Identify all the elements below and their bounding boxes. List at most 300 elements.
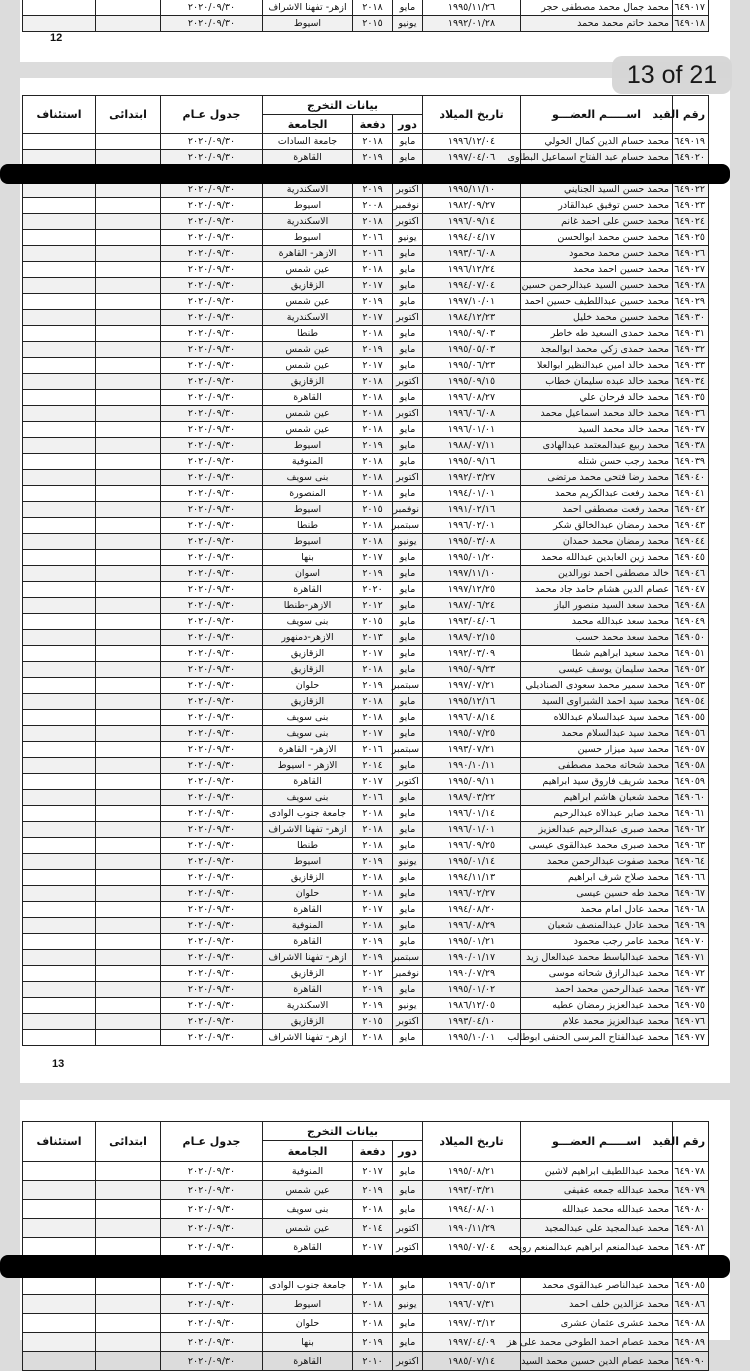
session: نوفمبر — [393, 502, 423, 518]
session: مايو — [393, 486, 423, 502]
class-year: ٢٠١٨ — [353, 1200, 393, 1219]
member-id: ٦٤٩٠٦٣ — [673, 838, 709, 854]
member-id: ٦٤٩٠١٨ — [673, 16, 709, 32]
university: عين شمس — [263, 294, 353, 310]
university: الزقازيق — [263, 694, 353, 710]
appeal-cell — [23, 886, 96, 902]
member-name: محمد سيد عبدالسلام عبداللاه — [521, 710, 673, 726]
member-id: ٦٤٩٠٣٢ — [673, 342, 709, 358]
header-university: الجامعة — [263, 1141, 353, 1162]
primary-cell — [96, 694, 161, 710]
general-list-date: ٢٠٢٠/٠٩/٣٠ — [161, 550, 263, 566]
general-list-date: ٢٠٢٠/٠٩/٣٠ — [161, 262, 263, 278]
appeal-cell — [23, 614, 96, 630]
birth-date: ١٩٩٤/٠٨/٢٠ — [423, 902, 521, 918]
member-name: محمد عادل امام محمد — [521, 902, 673, 918]
appeal-cell — [23, 1238, 96, 1257]
primary-cell — [96, 486, 161, 502]
member-name: محمد عبداللطيف ابراهيم لاشين — [521, 1162, 673, 1181]
general-list-date: ٢٠٢٠/٠٩/٣٠ — [161, 646, 263, 662]
member-name: محمد صابر عبدالاه عبدالرحيم — [521, 806, 673, 822]
birth-date: ١٩٩٦/٠٢/٠١ — [423, 518, 521, 534]
university: جامعة السادات — [263, 134, 353, 150]
general-list-date: ٢٠٢٠/٠٩/٣٠ — [161, 1333, 263, 1352]
university: اسيوط — [263, 230, 353, 246]
member-id: ٦٤٩٠٥٣ — [673, 678, 709, 694]
member-name: محمد حسن محمد محمود — [521, 246, 673, 262]
primary-cell — [96, 854, 161, 870]
appeal-cell — [23, 902, 96, 918]
primary-cell — [96, 422, 161, 438]
general-list-date: ٢٠٢٠/٠٩/٣٠ — [161, 662, 263, 678]
appeal-cell — [23, 486, 96, 502]
table-row — [23, 950, 709, 966]
appeal-cell — [23, 1276, 96, 1295]
member-name: محمد حسن على احمد غانم — [521, 214, 673, 230]
member-name: محمد رفعت مصطفى احمد — [521, 502, 673, 518]
general-list-date: ٢٠٢٠/٠٩/٣٠ — [161, 1352, 263, 1371]
birth-date: ١٩٩٠/٠٧/٢٩ — [423, 966, 521, 982]
general-list-date: ٢٠٢٠/٠٩/٣٠ — [161, 246, 263, 262]
member-id: ٦٤٩٠٧٣ — [673, 982, 709, 998]
member-id: ٦٤٩٠٧٥ — [673, 998, 709, 1014]
member-id: ٦٤٩٠٤٨ — [673, 598, 709, 614]
member-id: ٦٤٩٠٥٥ — [673, 710, 709, 726]
university: القاهرة — [263, 582, 353, 598]
primary-cell — [96, 566, 161, 582]
member-name: محمد حسن محمد ابوالحسن — [521, 230, 673, 246]
primary-cell — [96, 1314, 161, 1333]
session: مايو — [393, 934, 423, 950]
table-row — [23, 134, 709, 150]
general-list-date: ٢٠٢٠/٠٩/٣٠ — [161, 390, 263, 406]
primary-cell — [96, 342, 161, 358]
session: مايو — [393, 886, 423, 902]
session: سبتمبر — [393, 950, 423, 966]
member-id: ٦٤٩٠٥١ — [673, 646, 709, 662]
primary-cell — [96, 1014, 161, 1030]
general-list-date: ٢٠٢٠/٠٩/٣٠ — [161, 182, 263, 198]
table-row — [23, 454, 709, 470]
redaction-mark — [0, 164, 730, 184]
member-name: محمد ربيع عبدالمعتمد عبدالهادى — [521, 438, 673, 454]
appeal-cell — [23, 566, 96, 582]
university: القاهرة — [263, 390, 353, 406]
class-year: ٢٠١٨ — [353, 518, 393, 534]
university: اسيوط — [263, 198, 353, 214]
member-name: محمد سعد عبدالله محمد — [521, 614, 673, 630]
general-list-date: ٢٠٢٠/٠٩/٣٠ — [161, 422, 263, 438]
birth-date: ١٩٩٢/٠٣/٢٧ — [423, 470, 521, 486]
general-list-date: ٢٠٢٠/٠٩/٣٠ — [161, 694, 263, 710]
member-id: ٦٤٩٠٤٩ — [673, 614, 709, 630]
table-row — [23, 326, 709, 342]
university: بنى سويف — [263, 710, 353, 726]
member-name: محمد حاتم محمد محمد — [521, 16, 673, 32]
session: مايو — [393, 1333, 423, 1352]
class-year: ٢٠١٦ — [353, 246, 393, 262]
birth-date: ١٩٩٥/٠٧/٠٤ — [423, 1238, 521, 1257]
class-year: ٢٠١٣ — [353, 630, 393, 646]
general-list-date: ٢٠٢٠/٠٩/٣٠ — [161, 806, 263, 822]
general-list-date: ٢٠٢٠/٠٩/٣٠ — [161, 902, 263, 918]
table-row — [23, 1200, 709, 1219]
appeal-cell — [23, 1219, 96, 1238]
general-list-date: ٢٠٢٠/٠٩/٣٠ — [161, 310, 263, 326]
general-list-date: ٢٠٢٠/٠٩/٣٠ — [161, 358, 263, 374]
appeal-cell — [23, 710, 96, 726]
member-name: محمد رفعت عبدالكريم محمد — [521, 486, 673, 502]
birth-date: ١٩٩٥/٠٣/٠٨ — [423, 534, 521, 550]
university: المنوفية — [263, 1162, 353, 1181]
primary-cell — [96, 662, 161, 678]
session: مايو — [393, 294, 423, 310]
members-table — [22, 0, 709, 32]
birth-date: ١٩٩٥/٠٨/٢١ — [423, 1162, 521, 1181]
birth-date: ١٩٩٧/١١/١٠ — [423, 566, 521, 582]
table-row — [23, 614, 709, 630]
member-name: محمد عبدالباسط محمد عبدالعال زيد — [521, 950, 673, 966]
member-name: محمد حسن توفيق عبدالقادر — [521, 198, 673, 214]
table-row — [23, 1219, 709, 1238]
session: اكتوبر — [393, 1238, 423, 1257]
table-row — [23, 838, 709, 854]
birth-date: ١٩٩٤/١١/١٣ — [423, 870, 521, 886]
table-row — [23, 998, 709, 1014]
primary-cell — [96, 966, 161, 982]
class-year: ٢٠١٧ — [353, 774, 393, 790]
university: عين شمس — [263, 358, 353, 374]
appeal-cell — [23, 854, 96, 870]
birth-date: ١٩٩٥/١١/١٠ — [423, 182, 521, 198]
primary-cell — [96, 934, 161, 950]
table-row — [23, 742, 709, 758]
member-id: ٦٤٩٠٦٨ — [673, 902, 709, 918]
general-list-date: ٢٠٢٠/٠٩/٣٠ — [161, 150, 263, 166]
university: بنها — [263, 1333, 353, 1352]
table-row — [23, 16, 709, 32]
appeal-cell — [23, 726, 96, 742]
session: سبتمبر — [393, 742, 423, 758]
class-year: ٢٠١٩ — [353, 294, 393, 310]
member-id: ٦٤٩٠٢٩ — [673, 294, 709, 310]
session: مايو — [393, 1314, 423, 1333]
class-year: ٢٠١٥ — [353, 1014, 393, 1030]
session: مايو — [393, 758, 423, 774]
general-list-date: ٢٠٢٠/٠٩/٣٠ — [161, 502, 263, 518]
birth-date: ١٩٨٦/١٢/٠٥ — [423, 998, 521, 1014]
birth-date: ١٩٩٧/١٢/٢٥ — [423, 582, 521, 598]
table-row — [23, 422, 709, 438]
primary-cell — [96, 630, 161, 646]
university: الزقازيق — [263, 662, 353, 678]
class-year: ٢٠١٨ — [353, 710, 393, 726]
member-name: محمد حسين احمد محمد — [521, 262, 673, 278]
member-id: ٦٤٩٠٣٨ — [673, 438, 709, 454]
class-year: ٢٠١٧ — [353, 310, 393, 326]
session: مايو — [393, 630, 423, 646]
class-year: ٢٠١٧ — [353, 550, 393, 566]
appeal-cell — [23, 662, 96, 678]
member-id: ٦٤٩٠٨٠ — [673, 1200, 709, 1219]
primary-cell — [96, 774, 161, 790]
birth-date: ١٩٩٦/١٢/٠٤ — [423, 134, 521, 150]
university: القاهرة — [263, 902, 353, 918]
general-list-date: ٢٠٢٠/٠٩/٣٠ — [161, 294, 263, 310]
class-year: ٢٠١٩ — [353, 150, 393, 166]
session: سبتمبر — [393, 518, 423, 534]
member-id: ٦٤٩٠٧٠ — [673, 934, 709, 950]
appeal-cell — [23, 518, 96, 534]
session: مايو — [393, 358, 423, 374]
primary-cell — [96, 870, 161, 886]
primary-cell — [96, 1238, 161, 1257]
appeal-cell — [23, 326, 96, 342]
header-graduation: بيانات التخرج — [263, 96, 423, 115]
primary-cell — [96, 262, 161, 278]
session: سبتمبر — [393, 678, 423, 694]
university: القاهرة — [263, 150, 353, 166]
birth-date: ١٩٩٧/٠٤/٠٩ — [423, 1333, 521, 1352]
session: مايو — [393, 550, 423, 566]
member-id: ٦٤٩٠٨٣ — [673, 1238, 709, 1257]
table-row — [23, 374, 709, 390]
university: الازهر-دمنهور — [263, 630, 353, 646]
birth-date: ١٩٩١/٠٢/١٦ — [423, 502, 521, 518]
member-id: ٦٤٩٠٤٧ — [673, 582, 709, 598]
general-list-date: ٢٠٢٠/٠٩/٣٠ — [161, 1314, 263, 1333]
university: عين شمس — [263, 342, 353, 358]
primary-cell — [96, 1200, 161, 1219]
session: يونيو — [393, 854, 423, 870]
primary-cell — [96, 726, 161, 742]
member-id: ٦٤٩٠٢٢ — [673, 182, 709, 198]
table-row — [23, 406, 709, 422]
birth-date: ١٩٩٣/٠٤/٠٦ — [423, 614, 521, 630]
appeal-cell — [23, 294, 96, 310]
class-year: ٢٠١٨ — [353, 694, 393, 710]
member-name: خالد مصطفى احمد نورالدين — [521, 566, 673, 582]
general-list-date: ٢٠٢٠/٠٩/٣٠ — [161, 934, 263, 950]
table-row — [23, 278, 709, 294]
table-row — [23, 1238, 709, 1257]
university: بنى سويف — [263, 614, 353, 630]
class-year: ٢٠١٩ — [353, 678, 393, 694]
class-year: ٢٠١٨ — [353, 134, 393, 150]
appeal-cell — [23, 822, 96, 838]
class-year: ٢٠١٩ — [353, 854, 393, 870]
university: عين شمس — [263, 1181, 353, 1200]
primary-cell — [96, 822, 161, 838]
general-list-date: ٢٠٢٠/٠٩/٣٠ — [161, 710, 263, 726]
page-indicator: 13 of 21 — [612, 56, 732, 94]
member-name: محمد زين العابدين عبدالله محمد — [521, 550, 673, 566]
table-row — [23, 262, 709, 278]
general-list-date: ٢٠٢٠/٠٩/٣٠ — [161, 1030, 263, 1046]
university: عين شمس — [263, 1219, 353, 1238]
session: مايو — [393, 1276, 423, 1295]
birth-date: ١٩٩٠/١٠/١١ — [423, 758, 521, 774]
member-name: محمد سعد السيد منصور الباز — [521, 598, 673, 614]
birth-date: ١٩٩٥/١٠/٠١ — [423, 1030, 521, 1046]
general-list-date: ٢٠٢٠/٠٩/٣٠ — [161, 886, 263, 902]
member-name: محمد حسام عبد الفتاح اسماعيل البطاوى — [521, 150, 673, 166]
member-id: ٦٤٩٠١٩ — [673, 134, 709, 150]
primary-cell — [96, 246, 161, 262]
class-year: ٢٠١٩ — [353, 950, 393, 966]
class-year: ٢٠١٨ — [353, 918, 393, 934]
header-dob: تاريخ الميلاد — [423, 96, 521, 134]
university: عين شمس — [263, 406, 353, 422]
appeal-cell — [23, 646, 96, 662]
class-year: ٢٠١٧ — [353, 1238, 393, 1257]
class-year: ٢٠١٨ — [353, 326, 393, 342]
appeal-cell — [23, 774, 96, 790]
member-name: محمد سيد احمد الشبراوى السيد — [521, 694, 673, 710]
birth-date: ١٩٩٥/٠١/١٤ — [423, 854, 521, 870]
birth-date: ١٩٩٣/٠٦/٠٨ — [423, 246, 521, 262]
table-row — [23, 390, 709, 406]
appeal-cell — [23, 950, 96, 966]
member-id: ٦٤٩٠٦٧ — [673, 886, 709, 902]
member-name: محمد عصام الدين حسين محمد السيد — [521, 1352, 673, 1371]
table-row — [23, 214, 709, 230]
member-name: محمد شريف فاروق سيد ابراهيم — [521, 774, 673, 790]
university: الزقازيق — [263, 374, 353, 390]
members-table — [22, 1121, 709, 1371]
university: اسيوط — [263, 854, 353, 870]
appeal-cell — [23, 262, 96, 278]
university: المنوفية — [263, 918, 353, 934]
primary-cell — [96, 518, 161, 534]
table-row — [23, 294, 709, 310]
member-id: ٦٤٩٠٢٦ — [673, 246, 709, 262]
general-list-date: ٢٠٢٠/٠٩/٣٠ — [161, 790, 263, 806]
appeal-cell — [23, 246, 96, 262]
table-row — [23, 486, 709, 502]
member-name: محمد حسين محمد خليل — [521, 310, 673, 326]
class-year: ٢٠١٥ — [353, 16, 393, 32]
session: مايو — [393, 1181, 423, 1200]
member-id: ٦٤٩٠٢٣ — [673, 198, 709, 214]
session: مايو — [393, 1162, 423, 1181]
member-id: ٦٤٩٠٢٨ — [673, 278, 709, 294]
primary-cell — [96, 278, 161, 294]
member-name: محمد شعبان هاشم ابراهيم — [521, 790, 673, 806]
table-row — [23, 502, 709, 518]
class-year: ٢٠١٩ — [353, 934, 393, 950]
birth-date: ١٩٩٥/٠٥/٠٣ — [423, 342, 521, 358]
class-year: ٢٠١٧ — [353, 1162, 393, 1181]
general-list-date: ٢٠٢٠/٠٩/٣٠ — [161, 1238, 263, 1257]
table-row — [23, 1276, 709, 1295]
header-session: دور — [393, 115, 423, 134]
session: مايو — [393, 806, 423, 822]
table-row — [23, 182, 709, 198]
primary-cell — [96, 326, 161, 342]
member-name: محمد عادل عبدالمنصف شعبان — [521, 918, 673, 934]
class-year: ٢٠١٩ — [353, 342, 393, 358]
session: مايو — [393, 326, 423, 342]
session: مايو — [393, 390, 423, 406]
birth-date: ١٩٨٨/٠٧/١١ — [423, 438, 521, 454]
university: المنوفية — [263, 454, 353, 470]
session: مايو — [393, 902, 423, 918]
member-name: محمد رجب حسن شتله — [521, 454, 673, 470]
member-id: ٦٤٩٠٥٧ — [673, 742, 709, 758]
member-name: محمد عبدالمجيد على عبدالمجيد — [521, 1219, 673, 1238]
member-id: ٦٤٩٠٦٤ — [673, 854, 709, 870]
table-row — [23, 758, 709, 774]
session: مايو — [393, 246, 423, 262]
class-year: ٢٠١٧ — [353, 646, 393, 662]
birth-date: ١٩٩٢/٠٣/٠٩ — [423, 646, 521, 662]
session: مايو — [393, 1030, 423, 1046]
session: مايو — [393, 278, 423, 294]
member-id: ٦٤٩٠٤٤ — [673, 534, 709, 550]
primary-cell — [96, 646, 161, 662]
general-list-date: ٢٠٢٠/٠٩/٣٠ — [161, 630, 263, 646]
class-year: ٢٠١٨ — [353, 838, 393, 854]
university: طنطا — [263, 326, 353, 342]
member-name: محمد سعد محمد حسب — [521, 630, 673, 646]
class-year: ٢٠١٨ — [353, 822, 393, 838]
appeal-cell — [23, 358, 96, 374]
member-id: ٦٤٩٠٣٩ — [673, 454, 709, 470]
member-id: ٦٤٩٠٦٩ — [673, 918, 709, 934]
page-number: 13 — [52, 1058, 65, 1070]
table-row — [23, 1352, 709, 1371]
primary-cell — [96, 918, 161, 934]
member-name: محمد صبرى محمد عبدالقوى عيسى — [521, 838, 673, 854]
member-name: محمد شحاته محمد مصطفى — [521, 758, 673, 774]
class-year: ٢٠١٨ — [353, 1295, 393, 1314]
session: اكتوبر — [393, 214, 423, 230]
class-year: ٢٠١٦ — [353, 742, 393, 758]
university: ازهر- تفهنا الاشراف — [263, 1030, 353, 1046]
university: بنى سويف — [263, 790, 353, 806]
general-list-date: ٢٠٢٠/٠٩/٣٠ — [161, 438, 263, 454]
university: الاسكندرية — [263, 182, 353, 198]
general-list-date: ٢٠٢٠/٠٩/٣٠ — [161, 774, 263, 790]
appeal-cell — [23, 310, 96, 326]
university: بنى سويف — [263, 726, 353, 742]
appeal-cell — [23, 1352, 96, 1371]
general-list-date: ٢٠٢٠/٠٩/٣٠ — [161, 870, 263, 886]
appeal-cell — [23, 918, 96, 934]
table-row — [23, 1181, 709, 1200]
table-row — [23, 982, 709, 998]
session: مايو — [393, 150, 423, 166]
class-year: ٢٠١٩ — [353, 182, 393, 198]
university: الزقازيق — [263, 1014, 353, 1030]
appeal-cell — [23, 678, 96, 694]
session: اكتوبر — [393, 374, 423, 390]
header-dob: تاريخ الميلاد — [423, 1122, 521, 1162]
general-list-date: ٢٠٢٠/٠٩/٣٠ — [161, 854, 263, 870]
member-id: ٦٤٩٠١٧ — [673, 0, 709, 16]
university: ازهر- تفهنا الاشراف — [263, 0, 353, 16]
university: القاهرة — [263, 1352, 353, 1371]
university: الازهر - اسيوط — [263, 758, 353, 774]
session: يونيو — [393, 1295, 423, 1314]
university: الاسكندرية — [263, 310, 353, 326]
member-id: ٦٤٩٠٣٥ — [673, 390, 709, 406]
appeal-cell — [23, 182, 96, 198]
session: مايو — [393, 342, 423, 358]
session: يونيو — [393, 998, 423, 1014]
class-year: ٢٠١٩ — [353, 1333, 393, 1352]
